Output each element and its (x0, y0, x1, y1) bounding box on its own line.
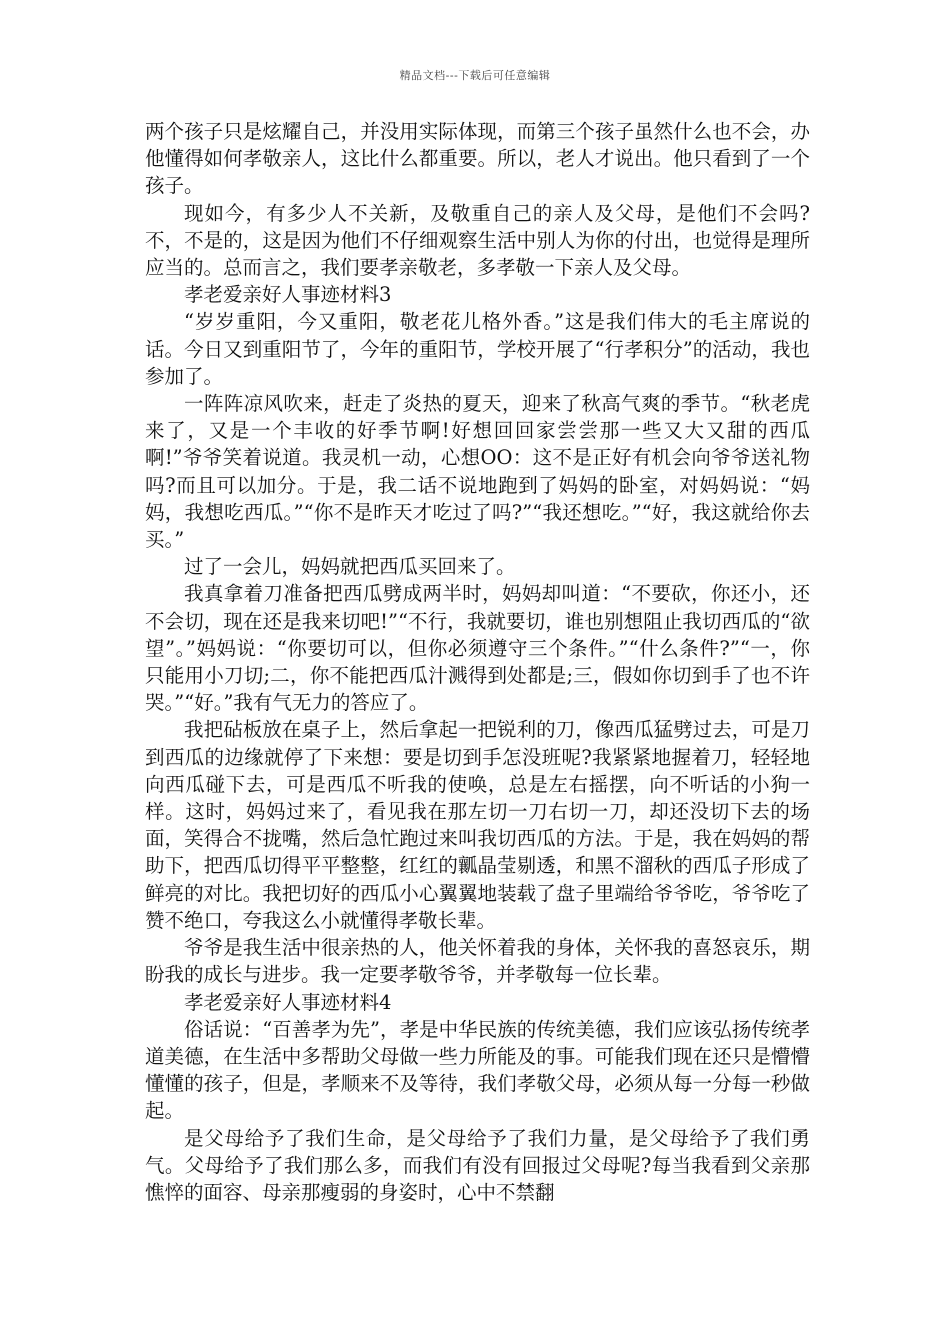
paragraph: 我真拿着刀准备把西瓜劈成两半时，妈妈却叫道：“不要砍，你还小，还不会切，现在还是我来切吧!”“不行，我就要切，谁也别想阻止我切西瓜的“欲望”。”妈妈说：“你要切可以，但你必须遵守三个条件。”“什么条件?”“一，你只能用小刀切;二，你不能把西瓜汁溅得到处都是;三，假如你切到手了也不许哭。”“好。”我有气无力的答应了。 (145, 582, 810, 715)
paragraph: 两个孩子只是炫耀自己，并没用实际体现，而第三个孩子虽然什么也不会，办他懂得如何孝敬亲人，这比什么都重要。所以，老人才说出。他只看到了一个孩子。 (145, 120, 810, 198)
document-body (145, 118, 810, 1206)
paragraph: “岁岁重阳，今又重阳，敬老花儿格外香。”这是我们伟大的毛主席说的话。今日又到重阳节了，今年的重阳节，学校开展了“行孝积分”的活动，我也参加了。 (145, 310, 810, 388)
page-header: 精品文档---下载后可任意编辑 (399, 69, 551, 82)
paragraph: 孝老爱亲好人事迹材料3 (184, 283, 392, 307)
paragraph: 是父母给予了我们生命，是父母给予了我们力量，是父母给予了我们勇气。父母给予了我们那么多，而我们有没有回报过父母呢?每当我看到父亲那憔悴的面容、母亲那瘦弱的身姿时，心中不禁翻 (145, 1126, 810, 1204)
paragraph: 俗话说：“百善孝为先”，孝是中华民族的传统美德，我们应该弘扬传统孝道美德，在生活中多帮助父母做一些力所能及的事。可能我们现在还只是懵懵懂懂的孩子，但是，孝顺来不及等待，我们孝敬父母，必须从每一分每一秒做起。 (145, 1017, 810, 1123)
paragraph: 孝老爱亲好人事迹材料4 (184, 990, 392, 1014)
paragraph: 过了一会儿，妈妈就把西瓜买回来了。 (184, 555, 516, 579)
paragraph: 我把砧板放在桌子上，然后拿起一把锐利的刀，像西瓜猛劈过去，可是刀到西瓜的边缘就停了下来想：要是切到手怎没班呢?我紧紧地握着刀，轻轻地向西瓜碰下去，可是西瓜不听我的使唤，总是左右摇摆，向不听话的小狗一样。这时，妈妈过来了，看见我在那左切一刀右切一刀，却还没切下去的场面，笑得合不拢嘴，然后急忙跑过来叫我切西瓜的方法。于是，我在妈妈的帮助下，把西瓜切得平平整整，红红的瓤晶莹剔透，和黑不溜秋的西瓜子形成了鲜亮的对比。我把切好的西瓜小心翼翼地装载了盘子里端给爷爷吃，爷爷吃了赞不绝口，夸我这么小就懂得孝敬长辈。 (145, 718, 810, 932)
paragraph: 现如今，有多少人不关新，及敬重自己的亲人及父母，是他们不会吗?不，不是的，这是因为他们不仔细观察生活中别人为你的付出，也觉得是理所应当的。总而言之，我们要孝亲敬老，多孝敬一下亲人及父母。 (145, 201, 810, 280)
paragraph: 一阵阵凉风吹来，赶走了炎热的夏天，迎来了秋高气爽的季节。“秋老虎来了，又是一个丰收的好季节啊!好想回回家尝尝那一些又大又甜的西瓜啊!”爷爷笑着说道。我灵机一动，心想OO：这不是正好有机会向爷爷送礼物吗?而且可以加分。于是，我二话不说地跑到了妈妈的卧室，对妈妈说：“妈妈，我想吃西瓜。”“你不是昨天才吃过了吗?”“我还想吃。”“好，我这就给你去买。” (145, 392, 810, 552)
paragraph: 爷爷是我生活中很亲热的人，他关怀着我的身体，关怀我的喜怒哀乐，期盼我的成长与进步。我一定要孝敬爷爷，并孝敬每一位长辈。 (145, 936, 810, 987)
